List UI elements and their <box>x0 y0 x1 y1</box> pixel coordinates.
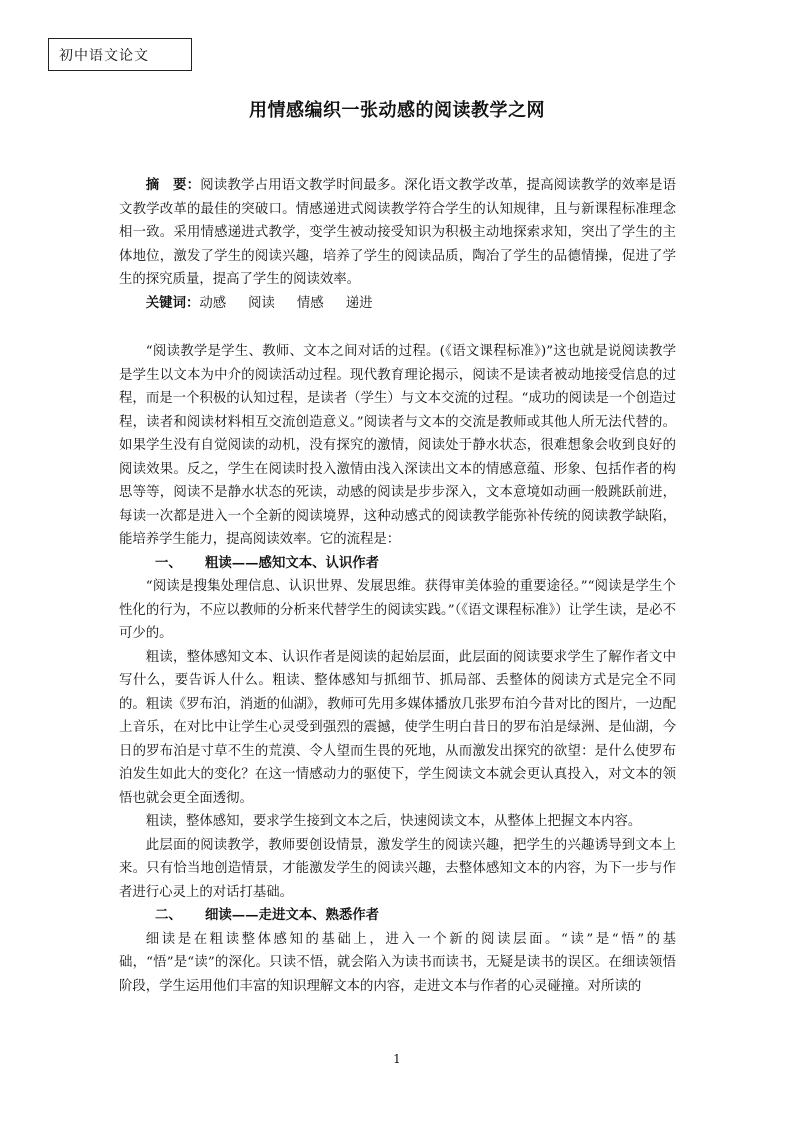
body-paragraph: 细读是在粗读整体感知的基础上，进入一个新的阅读层面。“读”是“悟”的基础，“悟”是“读”的深化。只读不悟，就会陷入为读书而读书，无疑是读书的误区。在细读领悟阶段，学生运用他们丰富的知识理解文本的内容，走进文本与作者的心灵碰撞。对所读的 <box>119 931 676 994</box>
section-title: 粗读——感知文本、认识作者 <box>205 554 380 571</box>
abstract-label: 摘 要： <box>145 177 201 193</box>
abstract-text: 阅读教学占用语文教学时间最多。深化语文教学改革，提高阅读教学的效率是语文教学改革的最佳的突破口。情感递进式阅读教学符合学生的认知规律，且与新课程标准理念相一致。采用情感递进式教学，变学生被动接受知识为积极主动地探索求知，突出了学生的主体地位，激发了学生的阅读兴趣，培养了学生的阅读品质，陶冶了学生的品德情操，促进了学生的探究质量，提高了学生的阅读效率。 <box>119 178 677 287</box>
keyword: 动感 <box>199 295 227 311</box>
section-heading-2 <box>119 904 676 928</box>
article-body <box>119 174 676 998</box>
article-title: 用情感编织一张动感的阅读教学之网 <box>249 100 545 121</box>
section-number: 一、 <box>155 554 182 571</box>
keyword: 情感 <box>296 295 324 311</box>
section-title: 细读——走进文本、熟悉作者 <box>205 907 380 923</box>
page-number: 1 <box>393 1052 401 1066</box>
section-number: 二、 <box>155 907 182 923</box>
body-paragraph: 粗读，整体感知文本、认识作者是阅读的起始层面，此层面的阅读要求学生了解作者文中写什么，要告诉人什么。粗读、整体感知与抓细节、抓局部、丢整体的阅读方式是完全不同的。粗读《罗布泊，消逝的仙湖》，教师可先用多媒体播放几张罗布泊今昔对比的图片，一边配上音乐，在对比中让学生心灵受到强烈的震撼，使学生明白昔日的罗布泊是绿洲、是仙湖，今日的罗布泊是寸草不生的荒漠、令人望而生畏的死地，从而激发出探究的欲望：是什么使罗布泊发生如此大的变化？在这一情感动力的驱使下，学生阅读文本就会更认真投入，对文本的领悟也就会更全面透彻。 <box>119 649 676 806</box>
abstract <box>119 174 676 292</box>
body-paragraph: “阅读是搜集处理信息、认识世界、发展思维。获得审美体验的重要途径。”“阅读是学生个性化的行为，不应以教师的分析来代替学生的阅读实践。”（《语文课程标准》）让学生读，是必不可少的。 <box>119 579 676 641</box>
keyword: 阅读 <box>248 295 275 311</box>
keyword: 递进 <box>345 295 373 311</box>
body-paragraph: “阅读教学是学生、教师、文本之间对话的过程。(《语文课程标准》)”这也就是说阅读教学是学生以文本为中介的阅读活动过程。现代教育理论揭示，阅读不是读者被动地接受信息的过程，而是一个积极的认知过程，是读者（学生）与文本交流的过程。“成功的阅读是一个创造过程，读者和阅读材料相互交流创造意义。”阅读者与文本的交流是教师或其他人所无法代替的。如果学生没有自觉阅读的动机，没有探究的激情，阅读处于静水状态，很难想象会收到良好的阅读效果。反之，学生在阅读时投入激情由浅入深读出文本的情感意蕴、形象、包括作者的构思等等，阅读不是静水状态的死读，动感的阅读是步步深入，文本意境如动画一般跳跃前进，每读一次都是进入一个全新的阅读境界，这种动感式的阅读教学能弥补传统的阅读教学缺陷，能培养学生能力，提高阅读效率。它的流程是： <box>119 344 676 547</box>
section-heading-1 <box>119 552 676 576</box>
spacer <box>119 315 676 340</box>
body-paragraph: 此层面的阅读教学，教师要创设情景，激发学生的阅读兴趣，把学生的兴趣诱导到文本上来。只有恰当地创造情景，才能激发学生的阅读兴趣，去整体感知文本的内容，为下一步与作者进行心灵上的对话打基础。 <box>119 837 676 900</box>
keywords-label: 关键词： <box>145 294 200 311</box>
body-paragraph: 粗读，整体感知，要求学生接到文本之后，快速阅读文本，从整体上把握文本内容。 <box>145 814 642 829</box>
keywords-row <box>119 292 676 316</box>
category-tag: 初中语文论文 <box>48 38 192 71</box>
